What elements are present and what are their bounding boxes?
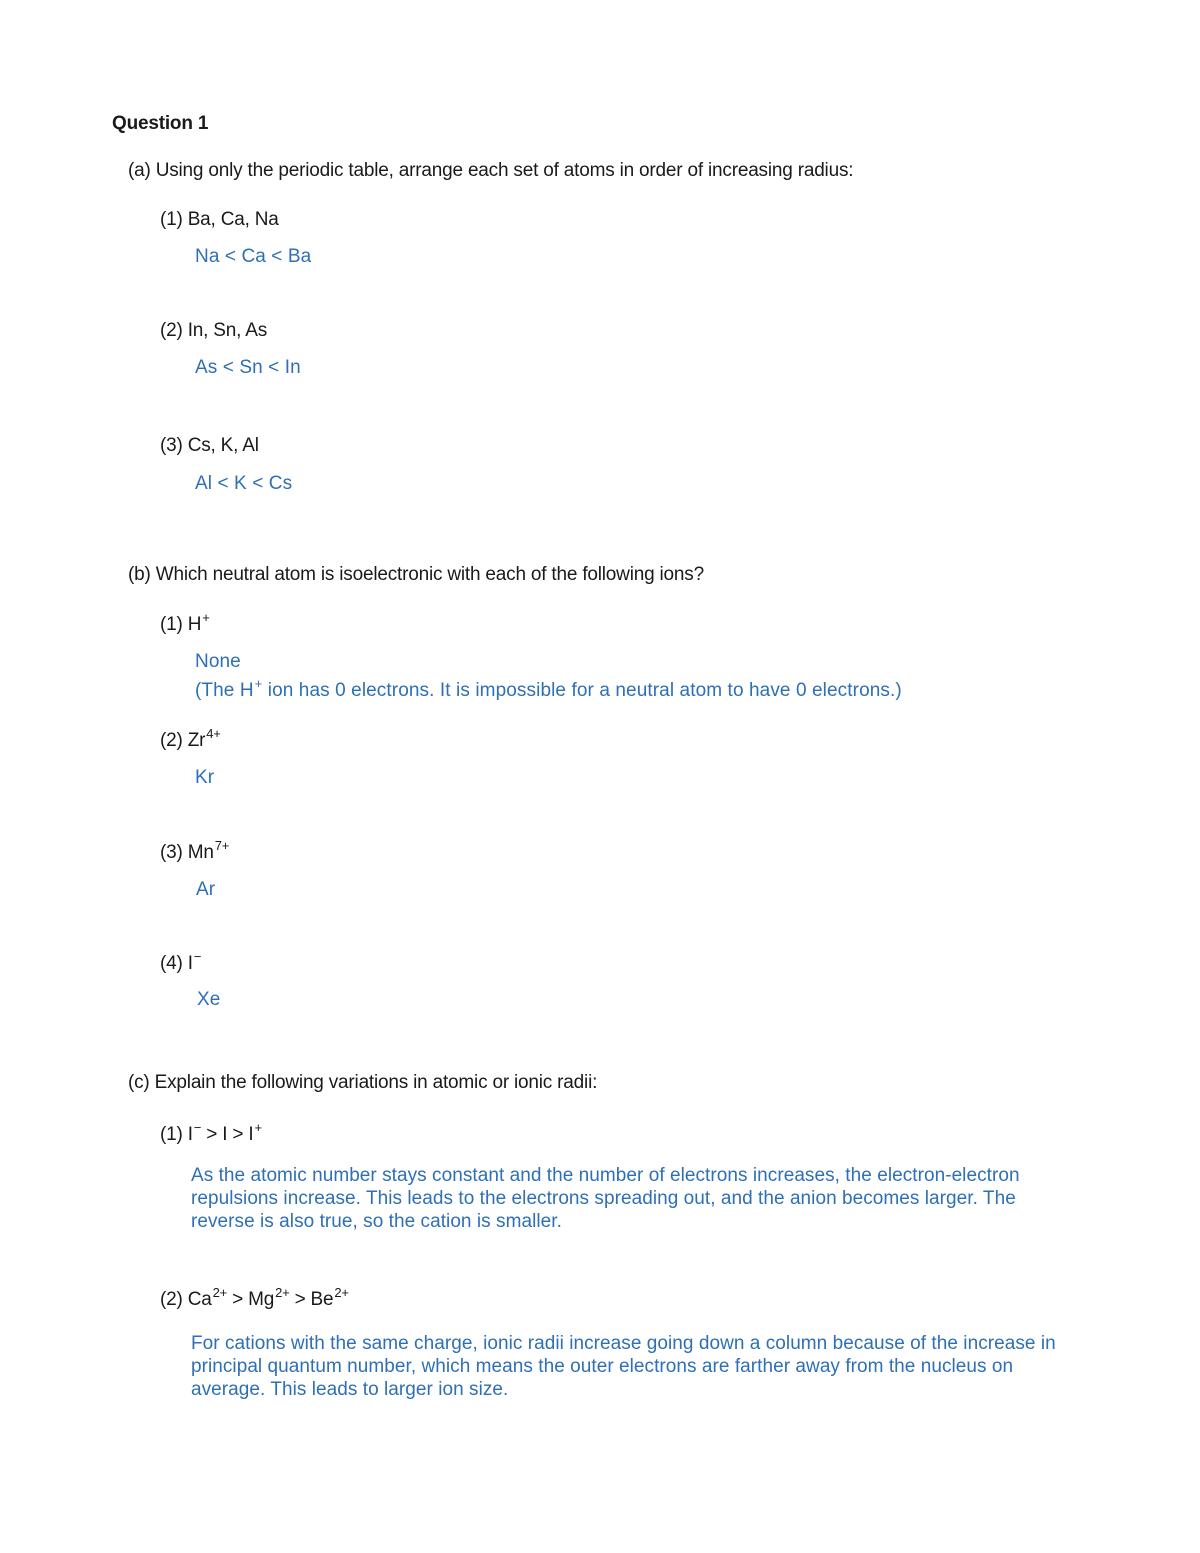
part-b-text: Which neutral atom is isoelectronic with each of the following ions? [155,564,704,585]
part-c-item-2-label: (2) $Ca^{2+} > Mg^{2+} > Be^{2+}$ [160,1285,349,1310]
part-a-item-2-label: (2) In, Sn, As [160,320,268,341]
part-a-item-3-label: (3) Cs, K, Al [160,435,259,456]
part-b-item-1-label: (1) H+ [160,610,210,635]
part-a-item-3-answer: Al < K < Cs [195,473,293,494]
part-b-item-1-note: (The H+ ion has 0 electrons. It is impossible for a neutral atom to have 0 electrons.) [195,676,902,701]
part-a-text: Using only the periodic table, arrange each set of atoms in order of increasing radius: [155,160,854,181]
part-a-item-1-answer: Na < Ca < Ba [195,246,312,267]
part-b-label: (b) [128,564,151,585]
part-a-item-2-answer: As < Sn < In [195,357,301,378]
part-c-item-1-answer: As the atomic number stays constant and the number of electrons increases, the electron-electron repulsions increase. This leads to the electrons spreading out, and the anion becomes larger. The reverse is also true, so the cation is smaller. [191,1165,1020,1232]
part-b-item-3-answer: Ar [196,879,216,900]
part-b-item-3-label: (3) $Mn^{7+}$ [160,838,230,863]
part-a-prompt [128,160,853,182]
part-c-text: Explain the following variations in atomic or ionic radii: [154,1072,598,1093]
part-a-label: (a) [128,160,151,181]
part-b-item-4-label: (4) I− [160,949,202,974]
question-title: Question 1 [112,113,209,134]
part-b-item-2-answer: Kr [195,767,215,788]
part-c-label: (c) [128,1072,150,1093]
part-b-item-4-answer: Xe [197,989,221,1010]
part-c-item-1-label: (1) I− > I > I+ [160,1120,262,1145]
part-c-prompt [128,1072,597,1094]
part-c-item-2-answer: For cations with the same charge, ionic radii increase going down a column because of the increase in principal quantum number, which means the outer electrons are farther away from the nucleus on average. This leads to larger ion size. [191,1333,1056,1400]
part-a-item-1-label: (1) Ba, Ca, Na [160,209,279,230]
part-b-item-2-label: (2) $Zr^{4+}$ [160,726,221,751]
part-b-item-1-answer: None [195,651,241,672]
part-b-prompt [128,564,704,586]
